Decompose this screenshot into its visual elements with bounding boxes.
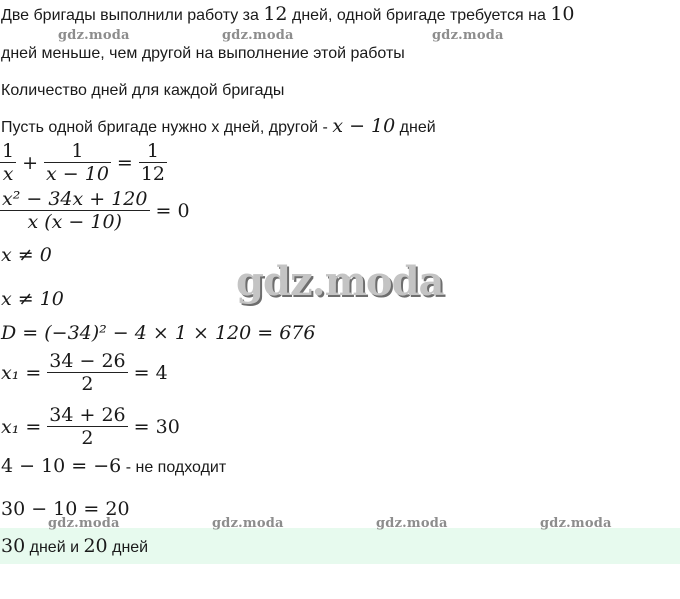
answer-number-2: 20 xyxy=(83,535,108,557)
condition-x-not-10: x ≠ 10 xyxy=(1,288,64,310)
problem-text-a: Две бригады выполнили работу за xyxy=(1,7,264,24)
root-1-fraction xyxy=(47,350,127,395)
let-text-b: дней xyxy=(395,119,436,136)
check-expr: 4 − 10 = −6 xyxy=(1,455,122,477)
answer-number-1: 30 xyxy=(1,535,26,557)
discriminant: D = (−34)² − 4 × 1 × 120 = 676 xyxy=(1,322,316,344)
difference: 30 − 10 = 20 xyxy=(1,498,130,520)
root-1 xyxy=(0,350,171,395)
watermark-logo: gdz.moda xyxy=(236,258,444,305)
watermark: gdz.moda xyxy=(432,28,504,43)
watermark: gdz.moda xyxy=(540,516,612,531)
fraction-numerator: 1 xyxy=(139,140,167,163)
fraction-numerator: x² − 34x + 120 xyxy=(2,188,148,210)
fraction-denominator: 2 xyxy=(81,373,94,395)
check-line xyxy=(1,456,226,478)
watermark: gdz.moda xyxy=(58,28,130,43)
fraction-numerator: 34 − 26 xyxy=(49,350,126,372)
equation-2-rhs: = 0 xyxy=(155,199,190,222)
condition-x-not-0: x ≠ 0 xyxy=(1,244,52,266)
answer-text-2: дней xyxy=(107,539,149,556)
answer-text-1: дней и xyxy=(25,539,84,556)
problem-line-2: дней меньше, чем другой на выполнение этой работы xyxy=(1,45,405,62)
fraction-quadratic xyxy=(0,188,150,233)
equals-sign: = xyxy=(116,151,133,174)
root-2-fraction xyxy=(47,404,127,449)
root-2-value: = 30 xyxy=(133,415,180,438)
problem-line-1 xyxy=(1,4,575,26)
fraction-1-over-12 xyxy=(139,140,167,185)
plus-sign: + xyxy=(22,151,39,174)
fraction-1-over-x-minus-10 xyxy=(44,140,111,185)
fraction-denominator: x xyxy=(2,163,14,185)
root-1-value: = 4 xyxy=(133,361,168,384)
watermark: gdz.moda xyxy=(376,516,448,531)
problem-number-less: 10 xyxy=(550,3,575,25)
root-2 xyxy=(0,404,183,449)
fraction-numerator: 1 xyxy=(44,140,111,163)
root-lhs: x₁ = xyxy=(1,415,42,438)
answer-block xyxy=(0,528,680,564)
fraction-1-over-x xyxy=(0,140,16,185)
watermark: gdz.moda xyxy=(48,516,120,531)
question-text: Количество дней для каждой бригады xyxy=(1,82,285,99)
answer-line xyxy=(1,536,148,558)
watermark: gdz.moda xyxy=(212,516,284,531)
fraction-denominator: 12 xyxy=(140,163,166,185)
problem-number-days: 12 xyxy=(263,3,288,25)
problem-text-b: дней, одной бригаде требуется на xyxy=(287,7,551,24)
equation-1 xyxy=(0,140,170,185)
watermark: gdz.moda xyxy=(222,28,294,43)
let-text-a: Пусть одной бригаде нужно х дней, другой - xyxy=(1,119,333,136)
fraction-denominator: 2 xyxy=(81,427,94,449)
let-line xyxy=(1,116,436,138)
equation-2 xyxy=(0,188,193,233)
check-text: - не подходит xyxy=(121,459,227,476)
fraction-numerator: 34 + 26 xyxy=(49,404,126,426)
let-expr: x − 10 xyxy=(332,115,396,137)
fraction-denominator: x (x − 10) xyxy=(27,211,122,233)
root-lhs: x₁ = xyxy=(1,361,42,384)
fraction-denominator: x − 10 xyxy=(46,163,109,185)
fraction-numerator: 1 xyxy=(2,140,15,162)
